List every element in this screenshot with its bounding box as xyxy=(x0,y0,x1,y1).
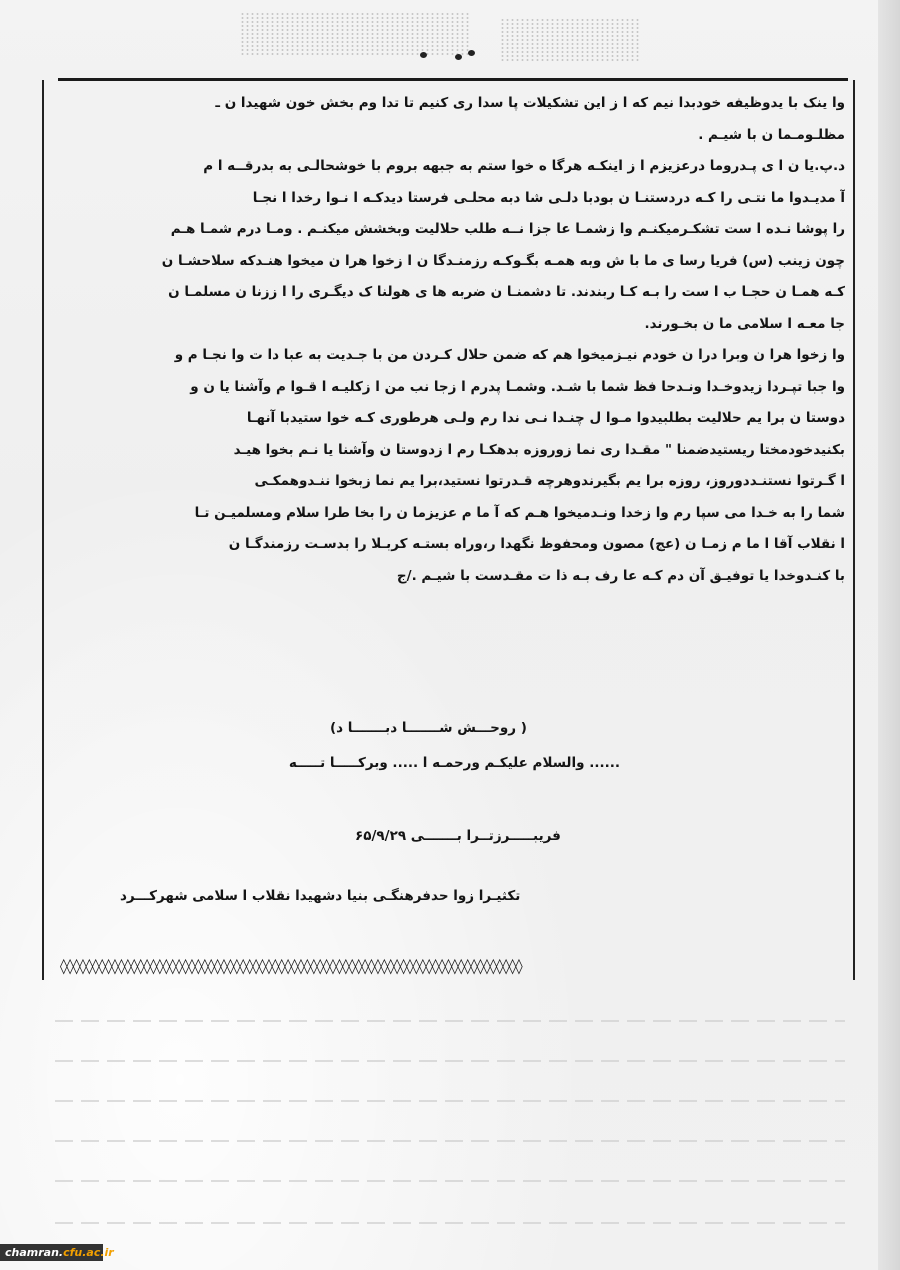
body-line: چون زینب (س) فریا رسا ی ما با ش وبه همـه بگـوکـه رزمنـدگا ن ا زخوا هرا ن میخوا هنـدکه سلاحشـا ن xyxy=(161,252,845,269)
bleed-through-text xyxy=(55,1180,845,1182)
scan-noise xyxy=(240,12,470,57)
bleed-through-text xyxy=(55,1222,845,1224)
body-line: وا جبا تپـردا زیدوخـدا ونـدحا فظ شما با شـد. وشمـا پدرم ا زجا نب من ا زکلیـه ا قـوا م وآشنا یا ن و xyxy=(190,378,845,395)
scan-noise xyxy=(500,18,640,63)
right-border-rule xyxy=(853,80,855,980)
body-line: ا گـرتوا نستنـددوروز، روزه برا یم بگیرندوهرچه قـدرتوا نستید،برا یم نما زبخوا ننـدوهمکـی xyxy=(254,473,845,489)
bleed-through-text xyxy=(55,1060,845,1062)
body-line: وا زخوا هرا ن وبرا درا ن خودم نیـزمیخوا هم که ضمن حلال کـردن من با جـدیت به عبا دا ت وا نجـا م و xyxy=(174,347,845,363)
bleed-through-text xyxy=(55,1140,845,1142)
body-line: را پوشا نـده ا ست تشکـرمیکنـم وا زشمـا عا جزا نــه طلب حلالیت وبخشش میکنـم . ومـا درم شمـا هـم xyxy=(170,221,845,237)
body-line: مظلـومـما ن با شیـم . xyxy=(698,126,845,143)
body-line: دوستا ن برا یم حلالیت بطلبیدوا مـوا ل چنـدا نـی ندا رم ولـی هرطوری کـه خوا ستیدبا آنهـا xyxy=(246,410,845,426)
body-line: کـه همـا ن حجـا ب ا ست را بـه کـا ربندند. تا دشمنـا ن ضربه ها ی هولنا ک دیگـری را ا ززنا ن مسلمـا ن xyxy=(168,284,845,300)
bleed-through-text xyxy=(55,1020,845,1022)
body-line: وا ینک با یدوظیفه خودبدا نیم که ا ز این تشکیلات پا سدا ری کنیم تا تدا وم بخش خون شهیدا ن ـ xyxy=(215,95,845,111)
scan-speck xyxy=(468,50,475,56)
body-line: شما را به خـدا می سپا رم وا زخدا ونـدمیخوا هـم که آ ما م عزیزما ن را بخا طرا سلام ومسلمیـن تـا xyxy=(194,504,845,521)
watermark-prefix: chamran. xyxy=(5,1246,64,1259)
left-border-rule xyxy=(42,80,44,980)
body-line: بکنیدخودمختا ریستیدضمنا " مقـدا ری نما زوروزه بدهکـا رم ا زدوستا ن وآشنا یا نـم بخوا هیـد xyxy=(233,441,845,458)
scan-speck xyxy=(420,52,427,58)
letter-body xyxy=(60,88,845,592)
body-line: آ مدیـدوا ما نتـی را کـه دردستنـا ن بودبا دلـی شا دبه محلـی فرستا دیدکـه ا نـوا رخدا ا نجـا xyxy=(252,189,845,206)
closing-salutation: ...... والسلام علیکـم ورحمـه ا ..... وبرکـــــا تـــــه xyxy=(288,755,620,771)
top-border-rule xyxy=(58,78,848,81)
page-fold-shadow xyxy=(878,0,900,1270)
signature-and-date: فریبـــــرزتــرا بـــــــی ۶۵/۹/۲۹ xyxy=(355,828,561,844)
scan-speck xyxy=(455,54,462,60)
body-line: با کنـدوخدا یا توفیـق آن دم کـه عا رف بـه ذا ت مقـدست با شیـم ./ج xyxy=(396,567,845,584)
bleed-through-text xyxy=(55,1100,845,1102)
site-watermark xyxy=(0,1244,114,1261)
body-line: ا نقلاب آقا ا ما م زمـا ن (عج) مصون ومحفوظ نگهدا ر،وراه بستـه کربـلا را بدسـت رزمندگـا ن xyxy=(228,536,845,552)
body-line: جا معـه ا سلامی ما ن بخـورند. xyxy=(644,315,845,332)
footer-credit: تکثیـرا زوا حدفرهنگـی بنیا دشهیدا نقلاب ا سلامی شهرکـــرد xyxy=(120,888,521,904)
diamond-ornament-border: ◊◊◊◊◊◊◊◊◊◊◊◊◊◊◊◊◊◊◊◊◊◊◊◊◊◊◊◊◊◊◊◊◊◊◊◊◊◊◊◊◊◊◊◊◊◊◊◊◊◊◊◊◊◊◊◊◊◊◊◊◊◊◊◊◊◊◊◊◊◊◊◊ xyxy=(60,957,522,975)
closing-motto: ( روحـــش شـــــــا دبـــــــا د) xyxy=(330,720,527,736)
watermark-domain: cfu.ac.ir xyxy=(63,1246,114,1259)
body-line: د.پ.یا ن ا ی پـدروما درعزیزم ا ز اینکـه هرگا ه خوا ستم به جبهه بروم با خوشحالـی به بدرقــه ا م xyxy=(203,158,845,174)
